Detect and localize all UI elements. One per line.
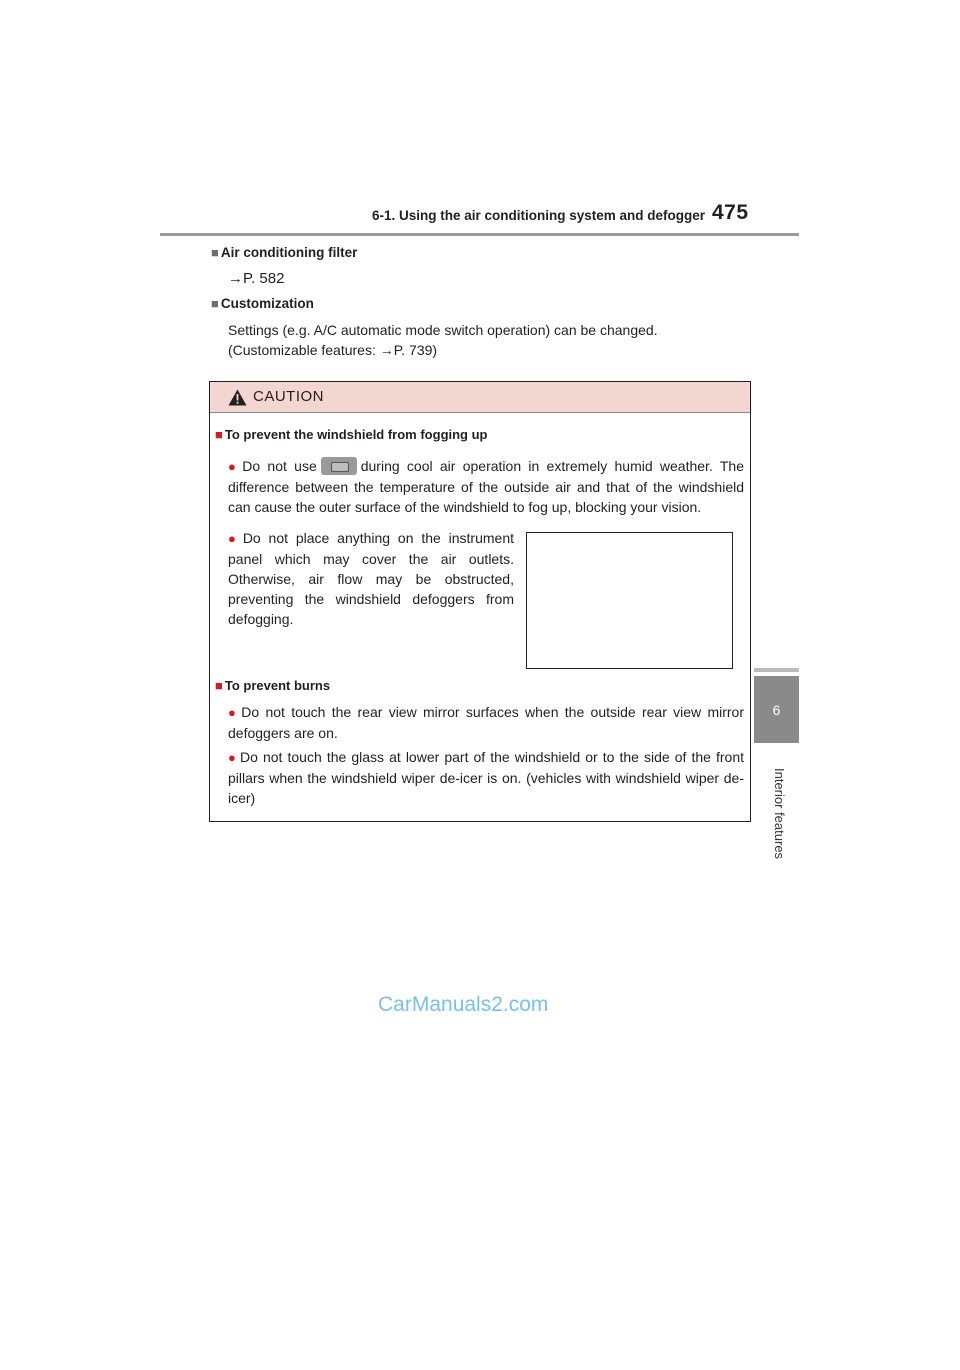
page-number: 475 (712, 201, 749, 224)
square-bullet-icon: ■ (211, 296, 219, 311)
customization-line-1: Settings (e.g. A/C automatic mode switch operation) can be changed. (228, 322, 658, 338)
round-bullet-icon: ● (228, 750, 238, 765)
burns-heading: ■ To prevent burns (215, 678, 331, 693)
square-bullet-icon: ■ (215, 678, 223, 693)
square-bullet-icon: ■ (211, 245, 219, 260)
fogging-item-1: ● Do not use during cool air operation in extremely humid weather. The difference between the temperature of the outside air and that of the windshield can cause the outer surface of the windshield to fog up, blocking your vision. (228, 458, 744, 515)
round-bullet-icon: ● (228, 531, 240, 546)
chapter-title: Interior features (772, 768, 787, 860)
customization-heading: ■ Customization (211, 296, 314, 311)
customization-line-2: (Customizable features: →P. 739) (228, 342, 438, 358)
fogging-heading: ■ To prevent the windshield from fogging up (215, 427, 488, 442)
burns-item-1: ● Do not touch the rear view mirror surfaces when the outside rear view mirror defoggers are on. (228, 704, 745, 741)
chapter-tab (754, 668, 799, 1370)
caution-header (210, 382, 750, 413)
filter-heading: ■ Air conditioning filter (211, 245, 358, 260)
burns-item-2: ● Do not touch the glass at lower part of the windshield or to the side of the front pillars when the windshield wiper de-icer is on. (vehicles with windshield wiper de-icer) (228, 749, 744, 806)
caution-box (209, 381, 751, 822)
instrument-panel-illustration (526, 532, 733, 669)
caution-label: CAUTION (253, 388, 324, 405)
chapter-tab-top-bar (754, 668, 799, 672)
warning-triangle-icon (228, 389, 247, 406)
round-bullet-icon: ● (228, 705, 239, 720)
fogging-item-2: ● Do not place anything on the instrument panel which may cover the air outlets. Otherwise, air flow may be obstructed, preventing the windshield defoggers from defogging. (228, 530, 514, 627)
chapter-number: 6 (754, 676, 799, 743)
windshield-defogger-button-icon (321, 457, 357, 475)
filter-page-ref: →P. 582 (228, 270, 285, 287)
round-bullet-icon: ● (228, 459, 240, 474)
header-divider (160, 233, 799, 236)
section-title: 6-1. Using the air conditioning system and defogger (372, 208, 706, 223)
square-bullet-icon: ■ (215, 427, 223, 442)
watermark-link[interactable]: CarManuals2.com (378, 993, 549, 1016)
